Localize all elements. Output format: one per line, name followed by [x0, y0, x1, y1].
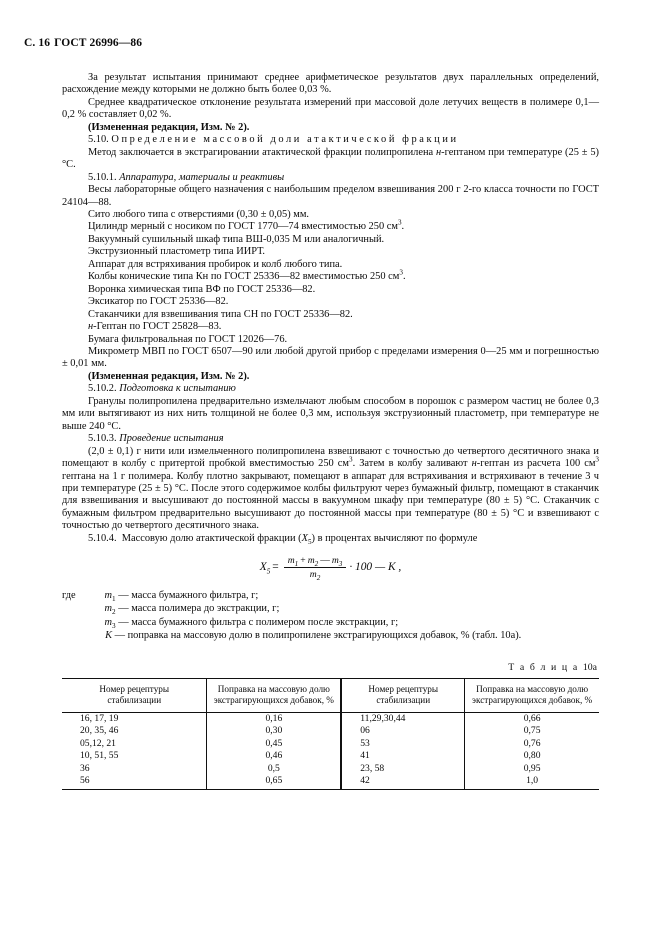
cell-formula-number-left: 36 — [62, 763, 207, 775]
legend-text: поправка на массовую долю в полипропилене экстрагирующихся добавок, % (табл. 10а). — [127, 629, 522, 641]
equipment-item-micrometer: Микрометр МВП по ГОСТ 6507—90 или любой другой прибор с пределами измерения 0—25 мм и погрешностью ± 0,01 мм. — [62, 345, 599, 370]
header-line1: Номер рецептуры — [99, 684, 170, 695]
cylinder-text-b: . — [401, 221, 405, 233]
cell-correction-right: 0,75 — [523, 725, 541, 737]
heading-5-10-1-title: Аппаратура, материалы и реактивы — [119, 171, 285, 183]
table-bottom-rule — [62, 789, 599, 790]
legend-item — [62, 616, 599, 629]
equipment-item-shaker: Аппарат для встряхивания пробирок и колб любого типа. — [88, 258, 343, 270]
equipment-item-vacuum-oven: Вакуумный сушильный шкаф типа ВШ-0,035 М или аналогичный. — [88, 233, 385, 245]
correction-factor-table — [62, 678, 599, 789]
page-folio: С. 16 — [24, 37, 51, 49]
table-caption-number: 10а — [582, 662, 597, 674]
cell-correction-right: 1,0 — [526, 775, 539, 787]
formula-fraction — [284, 555, 347, 580]
equipment-item-funnel: Воронка химическая типа ВФ по ГОСТ 25336—82. — [88, 283, 316, 295]
cell-formula-number-right: 42 — [341, 775, 465, 789]
flasks-superscript: 3 — [399, 268, 403, 277]
paragraph-test-procedure — [62, 446, 599, 533]
heading-5-10-1 — [62, 172, 599, 184]
table-caption — [62, 662, 599, 673]
page-running-head — [24, 37, 142, 49]
paragraph-revision-note-1: (Измененная редакция, Изм. № 2). — [88, 121, 250, 133]
method-text-b: -гептаном при температуре (25 ± 5) °С. — [62, 146, 599, 171]
equipment-item-sieve: Сито любого типа с отверстиями (0,30 ± 0,05) мм. — [88, 208, 310, 220]
cell-formula-number-left: 05,12, 21 — [62, 738, 207, 750]
cell-correction-right: 0,66 — [523, 713, 541, 725]
legend-symbol-index: 3 — [112, 621, 116, 630]
table-header-cell-formula-number-left — [62, 679, 207, 713]
legend-item — [62, 589, 599, 602]
heading-5-10-2 — [62, 383, 599, 395]
numerator-plus: + — [300, 554, 306, 566]
legend-symbol-index: 2 — [112, 608, 116, 617]
formula-equals: = — [272, 561, 279, 574]
procedure-text-b: . Затем в колбу заливают — [352, 458, 472, 470]
numerator-minus: — — [320, 554, 330, 566]
cell-formula-number-left: 16, 17, 19 — [62, 713, 207, 726]
table-row — [62, 738, 599, 750]
legend-symbol: m — [104, 590, 112, 602]
equipment-item-desiccator: Эксикатор по ГОСТ 25336—82. — [88, 296, 229, 308]
formula-numerator — [284, 555, 347, 568]
procedure-prefix-n: н — [471, 458, 477, 470]
header-line2: экстрагирующихся добавок, % — [213, 695, 334, 706]
cell-correction-left: 0,65 — [207, 775, 341, 789]
legend-text: масса полимера до экстракции, г; — [131, 603, 280, 615]
flasks-text-a: Колбы конические типа Кн по ГОСТ 25336—82 вместимостью 250 см — [88, 271, 400, 283]
heading-5-10-1-number: 5.10.1. — [88, 171, 117, 183]
table-row — [62, 713, 599, 726]
paragraph-method-description — [62, 147, 599, 172]
cell-formula-number-right: 53 — [341, 738, 465, 750]
calc-symbol-x: X — [301, 532, 308, 544]
table-body — [62, 713, 599, 790]
standard-designation: ГОСТ 26996—86 — [54, 37, 143, 49]
equipment-item-cylinder — [62, 218, 599, 233]
equipment-item-heptane — [62, 321, 599, 333]
formula-lhs: X — [259, 561, 267, 574]
denominator-index: 2 — [316, 573, 321, 582]
header-line1: Поправка на массовую долю — [217, 684, 330, 695]
flasks-text-b: . — [402, 271, 406, 283]
formula-legend — [62, 589, 599, 642]
table-row — [62, 750, 599, 762]
legend-text: масса бумажного фильтра с полимером после экстракции, г; — [131, 616, 399, 628]
cell-correction-right: 0,95 — [523, 762, 541, 774]
calc-text-a: Массовую долю атактической фракции ( — [121, 532, 302, 544]
cell-formula-number-left: 10, 51, 55 — [62, 750, 207, 762]
table-header-cell-correction-left — [207, 679, 341, 713]
denominator-m: m — [309, 568, 317, 580]
cylinder-text-a: Цилиндр мерный с носиком по ГОСТ 1770—74 вместимостью 250 см — [88, 221, 398, 233]
procedure-superscript-2: 3 — [595, 455, 600, 464]
numerator-m1: m — [287, 554, 295, 566]
equipment-item-filter-paper: Бумага фильтровальная по ГОСТ 12026—76. — [88, 333, 288, 345]
numerator-m2-index: 2 — [314, 559, 319, 568]
table-row — [62, 775, 599, 789]
legend-symbol: K — [105, 629, 112, 641]
legend-dash: — — [118, 603, 129, 615]
paragraph-test-result: За результат испытания принимают среднее арифметическое результатов двух параллельных определений, расхождение между которыми не должно быть более 0,03 %. — [62, 72, 599, 96]
cell-formula-number-right: 06 — [341, 725, 465, 737]
formula-denominator — [284, 568, 347, 580]
table-header-row — [62, 679, 599, 713]
legend-symbol: m — [104, 603, 112, 615]
heading-5-10 — [62, 134, 599, 146]
header-line1: Поправка на массовую долю — [476, 684, 589, 695]
equipment-item-flasks — [62, 268, 599, 283]
document-body — [62, 72, 599, 790]
equipment-item-weighing-cups: Стаканчики для взвешивания типа СН по ГОСТ 25336—82. — [88, 308, 353, 320]
legend-item — [62, 629, 599, 642]
cylinder-superscript: 3 — [397, 218, 402, 227]
formula-block — [62, 555, 599, 580]
paragraph-standard-deviation: Среднее квадратическое отклонение результата измерений при массовой доле летучих веществ в полимере 0,1—0,2 % составляет 0,02 %. — [62, 96, 599, 121]
heading-5-10-4-number: 5.10.4. — [88, 532, 117, 544]
table-caption-word: Т а б л и ц а — [508, 662, 579, 674]
calc-symbol-x-index: 5 — [307, 537, 312, 546]
method-text-a: Метод заключается в экстрагировании атактической фракции полипропилена — [88, 146, 436, 158]
header-line2: стабилизации — [107, 695, 162, 706]
paragraph-sample-preparation: Гранулы полипропилена предварительно измельчают любым способом в порошок с размером частиц не более 0,3 мм или вытягивают из них нить толщиной не более 0,3 мм, используя экструзионный пластометр, при температуре не выше 240 °С. — [62, 395, 599, 432]
cell-correction-left: 0,30 — [207, 725, 341, 737]
legend-dash: — — [118, 616, 129, 628]
cell-formula-number-left: 20, 35, 46 — [62, 725, 207, 737]
procedure-superscript-1: 3 — [348, 455, 353, 464]
formula-lhs-index: 5 — [266, 567, 271, 576]
header-line2: экстрагирующихся добавок, % — [472, 695, 593, 706]
legend-dash: — — [118, 590, 129, 602]
heading-5-10-3-title: Проведение испытания — [119, 433, 224, 445]
formula-atactic-fraction — [260, 555, 402, 580]
cell-correction-right: 0,76 — [523, 737, 541, 749]
method-prefix-n: н — [435, 146, 442, 158]
heading-5-10-2-title: Подготовка к испытанию — [119, 383, 236, 395]
formula-tail: · 100 — K , — [349, 561, 402, 574]
legend-symbol: m — [104, 616, 112, 628]
legend-lead: где — [62, 590, 76, 602]
cell-formula-number-right: 41 — [341, 750, 465, 762]
cell-correction-left: 0,45 — [207, 738, 341, 750]
cell-correction-left: 0,16 — [207, 713, 341, 726]
heptane-text: -Гептан по ГОСТ 25828—83. — [93, 321, 222, 333]
legend-item — [62, 602, 599, 615]
table-row — [62, 763, 599, 775]
numerator-m3: m — [331, 554, 339, 566]
heading-5-10-2-number: 5.10.2. — [88, 383, 117, 395]
cell-correction-right: 0,80 — [523, 750, 541, 762]
equipment-item-plastometer: Экструзионный пластометр типа ИИРТ. — [88, 246, 266, 258]
procedure-text-a: (2,0 ± 0,1) г нити или измельченного полипропилена взвешивают с точностью до четвертого десятичного знака и помещают в колбу с притертой пробкой вместимостью 250 см — [62, 445, 599, 470]
table-head — [62, 679, 599, 713]
calc-text-b: ) в процентах вычисляют по формуле — [311, 532, 478, 544]
legend-dash: — — [114, 629, 125, 641]
procedure-text-c: -гептан из расчета 100 см — [476, 458, 596, 470]
cell-formula-number-right: 23, 58 — [341, 763, 465, 775]
numerator-m1-index: 1 — [294, 559, 299, 568]
cell-correction-left: 0,46 — [207, 750, 341, 762]
header-line1: Номер рецептуры — [368, 684, 439, 695]
table-row — [62, 725, 599, 737]
heading-5-10-title: Определение массовой доли атактической фракции — [111, 134, 459, 146]
paragraph-revision-note-2: (Измененная редакция, Изм. № 2). — [88, 370, 250, 382]
cell-formula-number-right: 11,29,30,44 — [341, 713, 465, 726]
table-header-cell-formula-number-right — [341, 679, 465, 713]
heading-5-10-3-number: 5.10.3. — [88, 433, 117, 445]
header-line2: стабилизации — [376, 695, 431, 706]
cell-correction-left: 0,5 — [207, 763, 341, 775]
procedure-text-d: гептана на 1 г полимера. Колбу плотно закрывают, помещают в аппарат для встряхивания и встряхивают в течение 3 ч при температуре (25 ± 5) °С. После этого содержимое колбы фильтруют через бумажный фильтр, помещают в стаканчик для взвешивания и высушивают до постоянной массы в вакуумном шкафу при температуре (80 ± 5) °С. Стаканчик с бумажным фильтром предварительно высушивают до постоянной массы при температуре (80 ± 5) °С и взвешивают с точностью до четвертого десятичного знака. — [62, 470, 599, 532]
paragraph-balance: Весы лабораторные общего назначения с наибольшим пределом взвешивания 200 г 2-го класса точности по ГОСТ 24104—88. — [62, 184, 599, 208]
table-header-cell-correction-right — [465, 679, 599, 713]
legend-symbol-index: 1 — [112, 595, 116, 604]
numerator-m3-index: 3 — [338, 559, 343, 568]
heptane-prefix-n: н — [88, 321, 94, 333]
heading-5-10-number: 5.10. — [88, 134, 109, 146]
legend-text: масса бумажного фильтра, г; — [131, 590, 259, 602]
numerator-m2: m — [307, 554, 315, 566]
heading-5-10-4 — [62, 533, 599, 545]
heading-5-10-3 — [62, 433, 599, 445]
cell-formula-number-left: 56 — [62, 775, 207, 789]
